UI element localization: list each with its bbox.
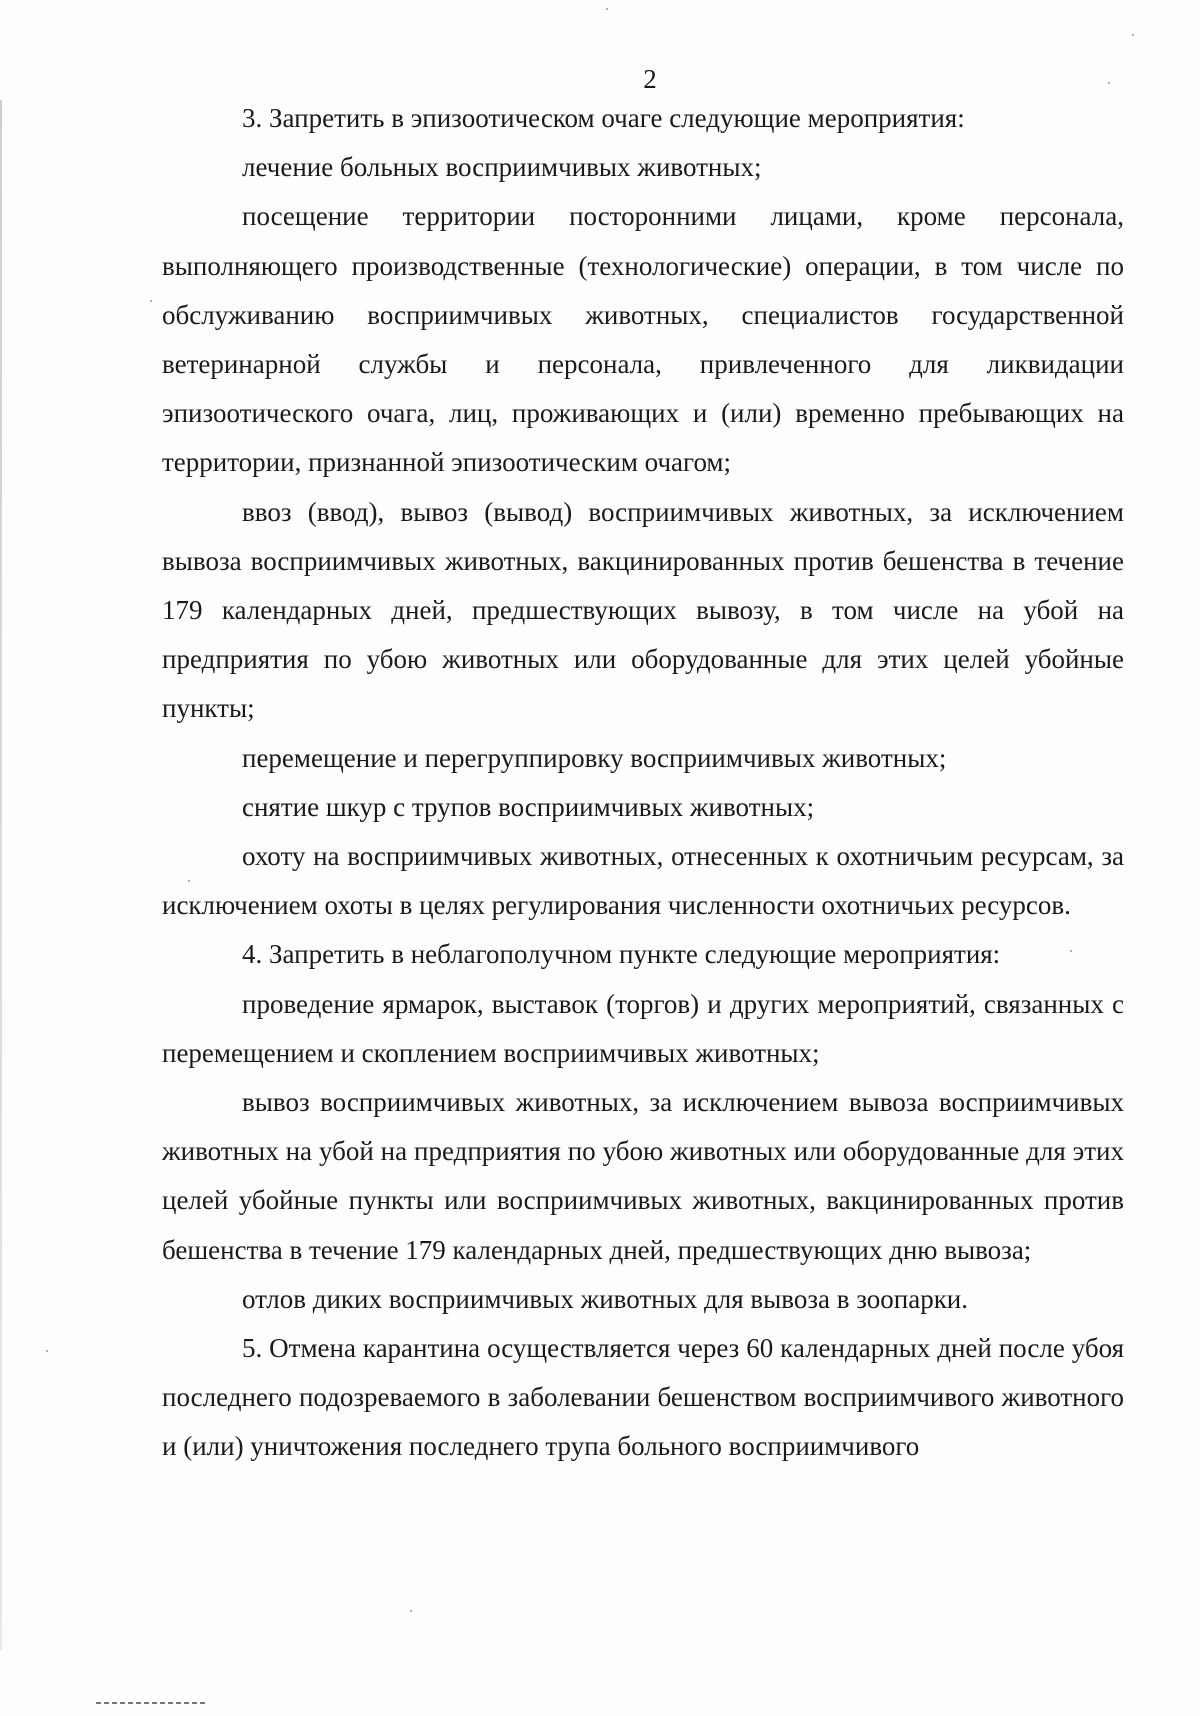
scan-speck: [1070, 950, 1072, 952]
document-body: [162, 94, 1124, 1472]
scan-speck: [150, 300, 152, 302]
paragraph-regrouping-ban: перемещение и перегруппировку восприимчивых животных;: [242, 742, 947, 773]
paragraph-capture-ban: отлов диких восприимчивых животных для вывоза в зоопарки.: [242, 1283, 969, 1314]
scan-speck: [606, 8, 608, 10]
scan-edge: [0, 100, 2, 1650]
scan-speck: [1132, 34, 1134, 36]
scan-speck: [410, 1610, 412, 1612]
scan-speck: [1108, 82, 1110, 84]
paragraph-visit-ban: посещение территории посторонними лицами, кроме персонала, выполняющего производственные (технологические) операции, в том числе по обслуживанию восприимчивых животных, специалистов государственной ветеринарной службы и персонала, привлеченного для ликвидации эпизоотического очага, лиц, проживающих и (или) временно пребывающих на территории, признанной эпизоотическим очагом;: [162, 201, 1124, 478]
page-number: 2: [643, 64, 657, 94]
paragraph-skinning-ban: снятие шкур с трупов восприимчивых животных;: [242, 791, 815, 822]
paragraph-import-export-ban: ввоз (ввод), вывоз (вывод) восприимчивых животных, за исключением вывоза восприимчивых животных, вакцинированных против бешенства в течение 179 календарных дней, предшествующих вывозу, в том числе на убой на предприятия по убою животных или оборудованные для этих целей убойные пункты;: [162, 496, 1124, 724]
paragraph-item-5: 5. Отмена карантина осуществляется через 60 календарных дней после убоя последнего подозреваемого в заболевании бешенством восприимчивого животного и (или) уничтожения последнего трупа больного восприимчивого: [162, 1333, 1124, 1462]
scan-speck: [188, 880, 190, 882]
paragraph-fairs-ban: проведение ярмарок, выставок (торгов) и других мероприятий, связанных с перемещением и скоплением восприимчивых животных;: [162, 988, 1124, 1068]
scan-bottom-mark: [96, 1702, 206, 1704]
paragraph-treatment-ban: лечение больных восприимчивых животных;: [242, 152, 762, 183]
paragraph-item-3: 3. Запретить в эпизоотическом очаге следующие мероприятия:: [242, 103, 965, 133]
paragraph-item-4: 4. Запретить в неблагополучном пункте следующие мероприятия:: [242, 939, 1001, 970]
scan-speck: [46, 1350, 48, 1352]
paragraph-removal-ban: вывоз восприимчивых животных, за исключением вывоза восприимчивых животных на убой на предприятия по убою животных или оборудованные для этих целей убойные пункты или восприимчивых животных, вакцинированных против бешенства в течение 179 календарных дней, предшествующих дню вывоза;: [162, 1087, 1124, 1265]
paragraph-hunting-ban: охоту на восприимчивых животных, отнесенных к охотничьим ресурсам, за исключением охоты в целях регулирования численности охотничьих ресурсов.: [162, 841, 1124, 921]
